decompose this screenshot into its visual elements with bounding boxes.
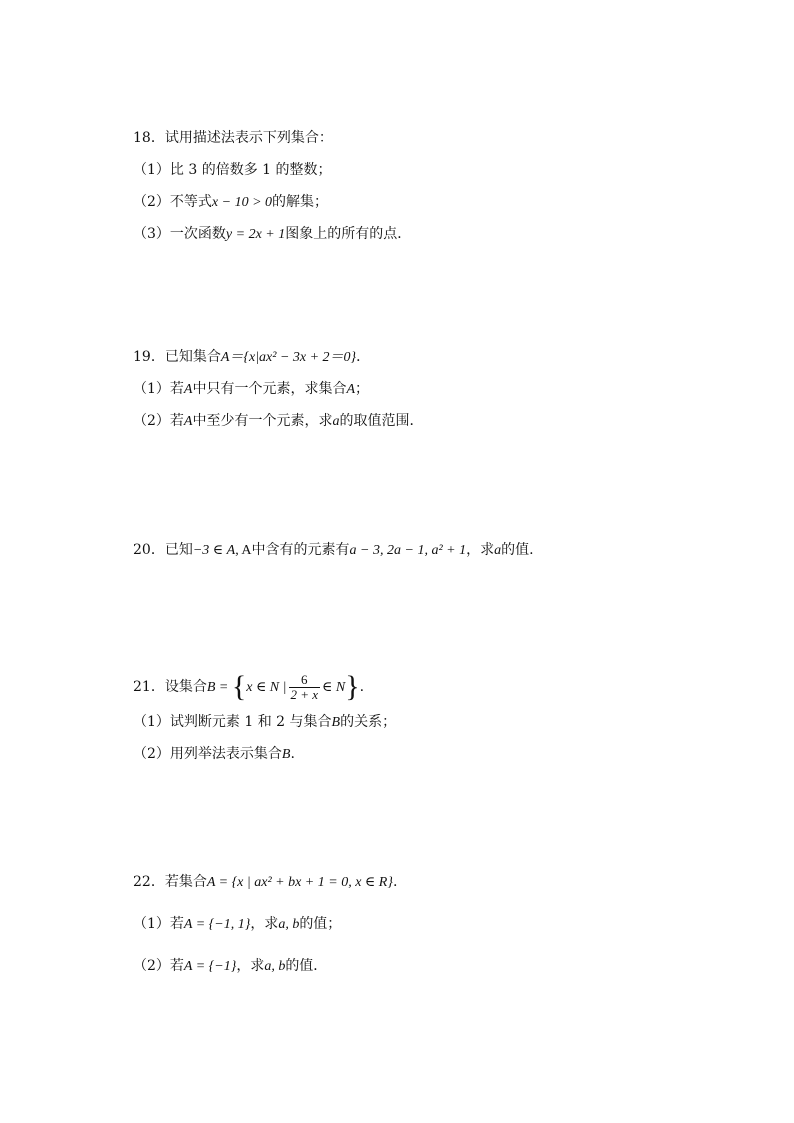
q21-part-2: （2）用列举法表示集合B. xyxy=(133,746,295,762)
q18-p3-math: y = 2x + 1 xyxy=(225,227,286,242)
q21-part-1: （1）试判断元素 1 和 2 与集合B的关系； xyxy=(133,714,397,730)
q18-p2-math: x − 10 > 0 xyxy=(211,195,273,210)
q18-part-2: （2）不等式x − 10 > 0的解集； xyxy=(133,194,329,210)
q20-title: 20．已知−3 ∈ A, A中含有的元素有a − 3, 2a − 1, a² + 1，求a的值. xyxy=(133,542,534,558)
q18-title: 18．试用描述法表示下列集合： xyxy=(133,130,333,146)
q22-part-1: （1）若A = {−1, 1}，求a, b的值； xyxy=(133,916,342,932)
q19-part-2: （2）若A中至少有一个元素，求a的取值范围． xyxy=(133,413,424,429)
q22-part-2: （2）若A = {−1}，求a, b的值． xyxy=(133,958,328,974)
right-brace: } xyxy=(345,670,360,703)
q22-title: 22．若集合A = {x | ax² + bx + 1 = 0, x ∈ R}. xyxy=(133,874,398,890)
left-brace: { xyxy=(231,670,247,703)
q18-part-1: （1）比 3 的倍数多 1 的整数； xyxy=(133,162,332,178)
q21-title: 21．设集合B = {x ∈ N | $\frac{6}{2 + x}$ ∈ N}. xyxy=(133,670,365,703)
q22-set-math: A = {x | ax² + bx + 1 = 0, x ∈ R} xyxy=(206,875,393,890)
q19-part-1: （1）若A中只有一个元素，求集合A； xyxy=(133,381,370,397)
q19-title: 19．已知集合A＝{x|ax² − 3x + 2＝0}． xyxy=(133,349,371,365)
q19-set-math: A＝{x|ax² − 3x + 2＝0} xyxy=(220,350,357,365)
q18-part-3: （3）一次函数y = 2x + 1图象上的所有的点． xyxy=(133,226,412,242)
q21-fraction: $\frac{6}{2 + x}$ xyxy=(290,671,319,702)
